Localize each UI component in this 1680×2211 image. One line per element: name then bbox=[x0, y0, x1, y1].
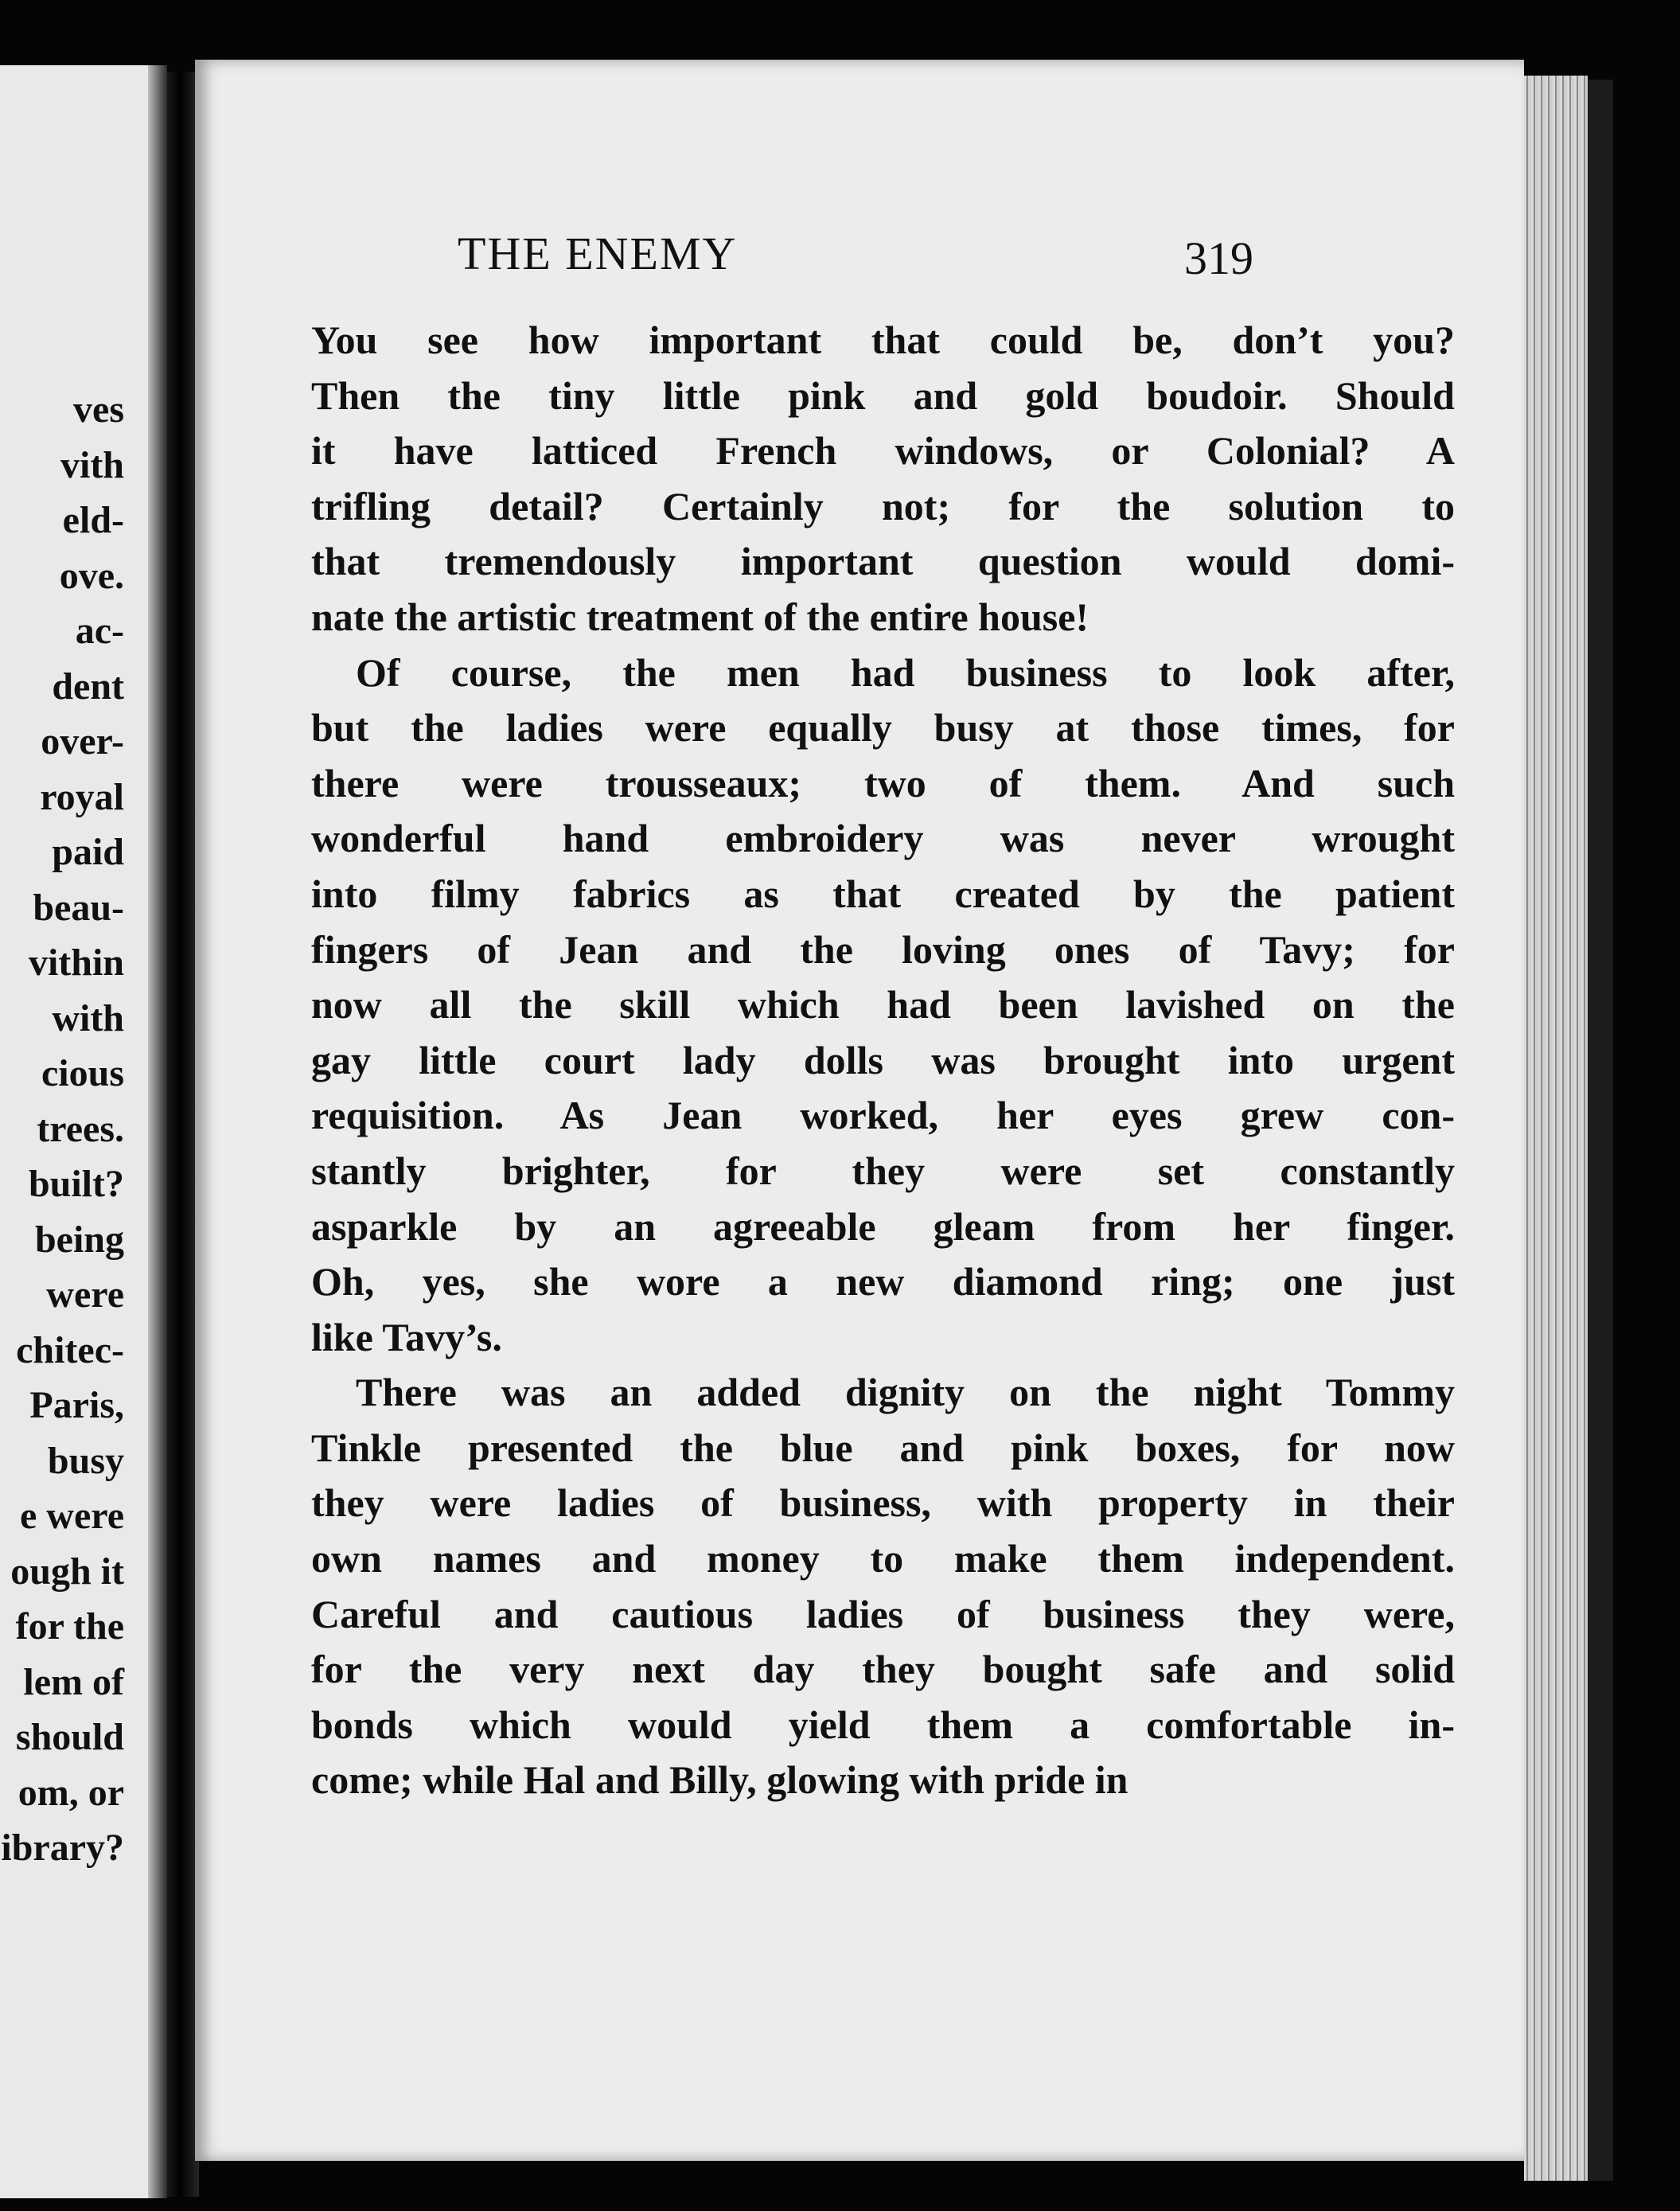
facing-page-line: for the bbox=[15, 1605, 124, 1648]
text-line: requisition. As Jean worked, her eyes grew con- bbox=[311, 1093, 1455, 1138]
text-line: Oh, yes, she wore a new diamond ring; one just bbox=[311, 1259, 1455, 1304]
facing-page-line: being bbox=[34, 1218, 124, 1261]
text-line: nate the artistic treatment of the entire house! bbox=[311, 594, 1089, 639]
facing-page-line: ough it bbox=[10, 1550, 124, 1593]
text-line: there were trousseaux; two of them. And such bbox=[311, 760, 1455, 805]
facing-page-line: with bbox=[52, 996, 124, 1039]
facing-page-line: beau- bbox=[33, 886, 124, 929]
paragraph bbox=[311, 313, 1455, 645]
facing-page-line: were bbox=[46, 1273, 124, 1316]
facing-page-line: built? bbox=[28, 1163, 124, 1205]
text-line: trifling detail? Certainly not; for the solution to bbox=[311, 483, 1455, 528]
facing-page-line: vithin bbox=[28, 942, 124, 984]
page-body bbox=[311, 313, 1455, 1808]
book-page bbox=[195, 60, 1524, 2161]
facing-page-line: e were bbox=[19, 1495, 124, 1537]
text-line: stantly brighter, for they were set constantly bbox=[311, 1148, 1455, 1193]
facing-page-line: ves bbox=[73, 388, 124, 431]
facing-page-line: eld- bbox=[62, 499, 124, 541]
text-line: come; while Hal and Billy, glowing with pride in bbox=[311, 1757, 1128, 1803]
text-line: Careful and cautious ladies of business they were, bbox=[311, 1591, 1455, 1636]
text-line: now all the skill which had been lavished on the bbox=[311, 982, 1455, 1028]
facing-page-line: ac- bbox=[75, 610, 124, 652]
facing-page-line: lem of bbox=[23, 1660, 124, 1703]
text-line: into filmy fabrics as that created by the patient bbox=[311, 871, 1455, 916]
text-line: asparkle by an agreeable gleam from her finger. bbox=[311, 1203, 1455, 1249]
text-line: like Tavy’s. bbox=[311, 1314, 502, 1359]
text-line: own names and money to make them independent. bbox=[311, 1536, 1455, 1581]
facing-page-line: dent bbox=[52, 665, 124, 708]
facing-page-line: chitec- bbox=[16, 1328, 124, 1371]
facing-page bbox=[0, 65, 167, 2198]
facing-page-line: over- bbox=[41, 720, 124, 762]
facing-page-line: paid bbox=[52, 831, 124, 873]
paragraph bbox=[311, 645, 1455, 1366]
facing-page-line: trees. bbox=[37, 1107, 124, 1150]
text-line: Tinkle presented the blue and pink boxes, for now bbox=[311, 1425, 1455, 1470]
text-line: Of course, the men had business to look after, bbox=[356, 649, 1455, 695]
page-number: 319 bbox=[1184, 232, 1253, 284]
text-line: it have latticed French windows, or Colonial? A bbox=[311, 428, 1455, 474]
page-edges bbox=[1524, 76, 1588, 2181]
facing-page-line: cious bbox=[41, 1052, 124, 1094]
paragraph bbox=[311, 1365, 1455, 1808]
text-line: bonds which would yield them a comfortable in- bbox=[311, 1702, 1455, 1747]
facing-page-line: royal bbox=[40, 775, 124, 818]
text-line: for the very next day they bought safe and solid bbox=[311, 1647, 1455, 1692]
text-line: they were ladies of business, with property in their bbox=[311, 1480, 1455, 1526]
running-title: THE ENEMY bbox=[458, 228, 738, 279]
facing-page-line: vith bbox=[60, 443, 124, 486]
facing-page-line: ove. bbox=[59, 554, 124, 597]
facing-page-line: busy bbox=[47, 1439, 124, 1482]
book-spine bbox=[167, 72, 199, 2197]
facing-page-text bbox=[1, 382, 124, 1876]
text-line: but the ladies were equally busy at those times, for bbox=[311, 705, 1455, 751]
facing-page-line: ibrary? bbox=[1, 1827, 124, 1869]
text-line: Then the tiny little pink and gold boudoir. Should bbox=[311, 372, 1455, 418]
facing-page-gutter bbox=[148, 65, 167, 2198]
facing-page-line: om, or bbox=[18, 1771, 124, 1814]
facing-page-line: should bbox=[15, 1716, 124, 1758]
text-line: that tremendously important question would domi- bbox=[311, 539, 1455, 584]
book-cover-edge bbox=[1588, 80, 1613, 2181]
text-line: gay little court lady dolls was brought into urgent bbox=[311, 1037, 1455, 1082]
text-line: wonderful hand embroidery was never wrought bbox=[311, 816, 1455, 861]
text-line: You see how important that could be, don’t you? bbox=[311, 318, 1455, 362]
text-line: fingers of Jean and the loving ones of Tavy; for bbox=[311, 926, 1455, 972]
facing-page-line: Paris, bbox=[29, 1384, 124, 1426]
text-line: There was an added dignity on the night Tommy bbox=[356, 1370, 1455, 1415]
